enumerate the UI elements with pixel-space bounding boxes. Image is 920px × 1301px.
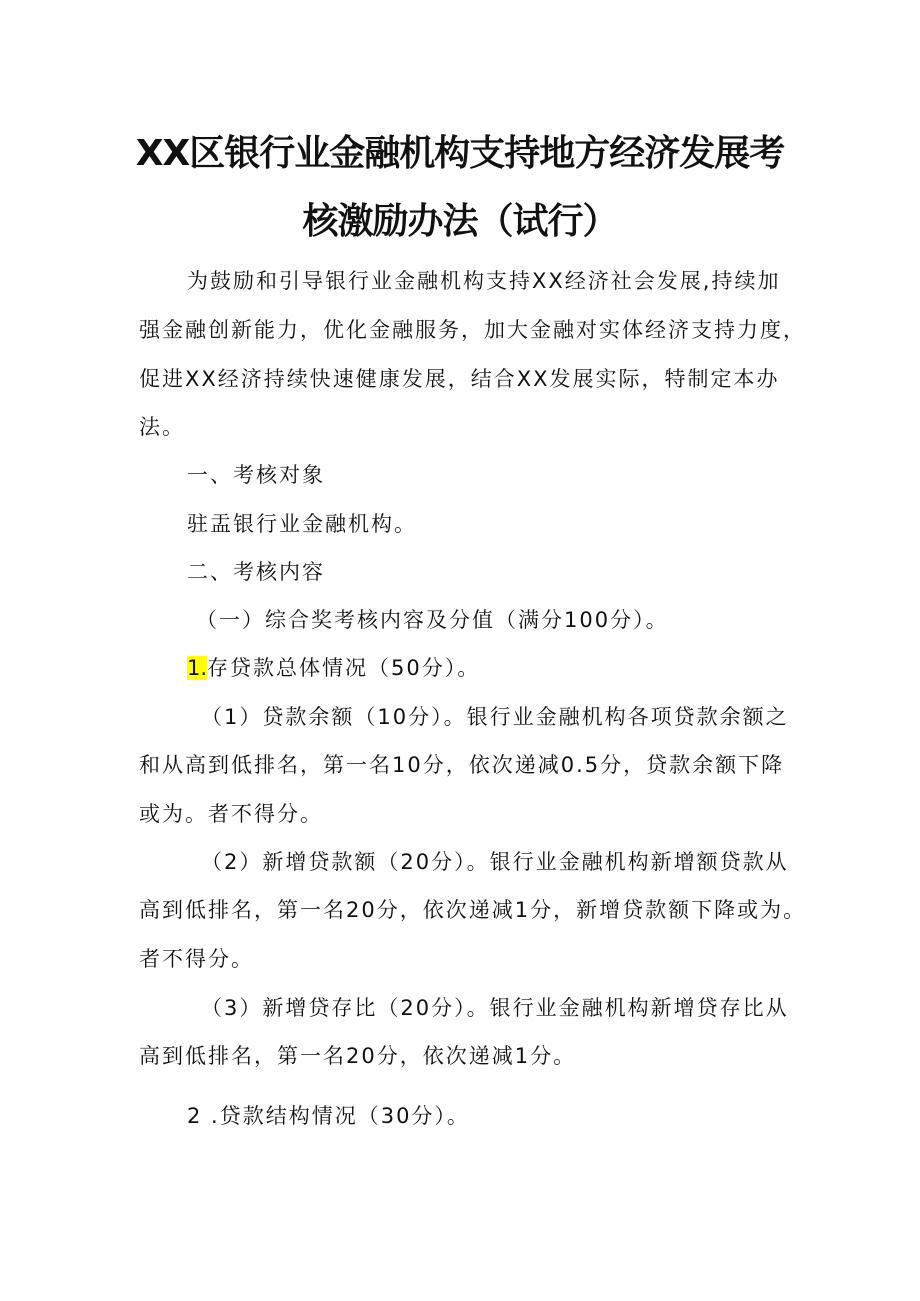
item2-heading: 2 .贷款结构情况（30分）。 [187, 1104, 470, 1128]
item1-3-line-1: （3）新增贷存比（20分）。银行业金融机构新增贷存比从 [201, 996, 789, 1020]
item1-text: 存贷款总体情况（50分）。 [207, 656, 481, 680]
sub1-heading: （一）综合奖考核内容及分值（满分100分）。 [196, 608, 669, 632]
document-title-line1: XX区银行业金融机构支持地方经济发展考 [135, 133, 785, 174]
intro-line-1: 为鼓励和引导银行业金融机构支持XX经济社会发展,持续加 [187, 269, 781, 293]
item1-2-line-1: （2）新增贷款额（20分）。银行业金融机构新增额贷款从 [201, 850, 789, 874]
item1-1-line-2: 和从高到低排名，第一名10分，依次递减0.5分，贷款余额下降 [139, 753, 785, 777]
section2-heading: 二、考核内容 [187, 560, 325, 584]
item1-1-line-1: （1）贷款余额（10分）。银行业金融机构各项贷款余额之 [201, 705, 789, 729]
item1-2-line-3: 者不得分。 [139, 947, 254, 971]
item1-number-highlight: 1. [187, 656, 208, 680]
item1-2-line-2: 高到低排名，第一名20分，依次递减1分，新增贷款额下降或为。 [139, 898, 807, 922]
intro-line-4: 法。 [139, 415, 185, 439]
intro-line-3: 促进XX经济持续快速健康发展，结合XX发展实际，特制定本办 [139, 367, 780, 391]
intro-line-2: 强金融创新能力，优化金融服务，加大金融对实体经济支持力度， [139, 318, 806, 342]
item1-1-line-3: 或为。者不得分。 [139, 802, 323, 826]
section1-body: 驻盂银行业金融机构。 [187, 512, 417, 536]
item1-3-line-2: 高到低排名，第一名20分，依次递减1分。 [139, 1044, 577, 1068]
section1-heading: 一、考核对象 [187, 463, 325, 487]
item1-heading [187, 654, 480, 682]
document-title-line2: 核激励办法（试行） [302, 201, 618, 242]
